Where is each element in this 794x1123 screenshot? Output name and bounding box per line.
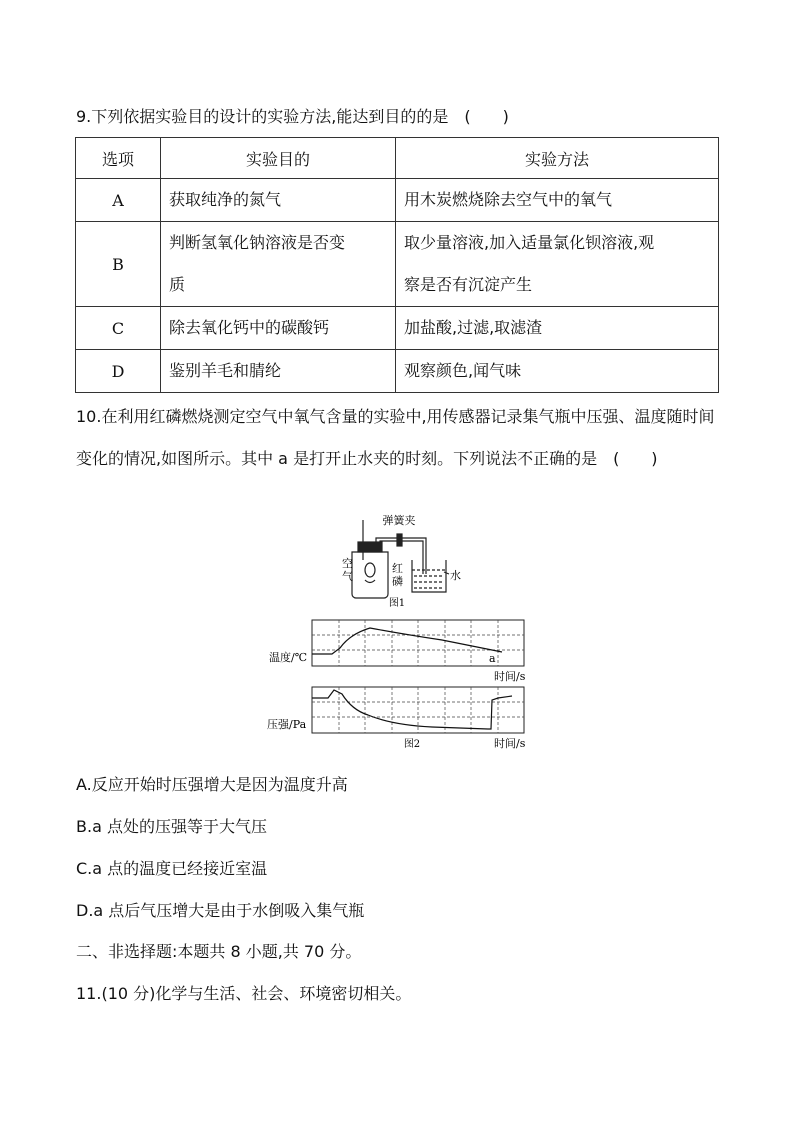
experiment-goal (161, 222, 396, 307)
pressure-chart (312, 687, 524, 733)
time-axis-label-1: 时间/s (494, 670, 526, 683)
table-row (76, 307, 719, 350)
option-label: D (76, 350, 161, 393)
spring-clamp (397, 534, 402, 546)
pressure-y-label: 压强/Pa (267, 718, 307, 731)
burning-phosphorus (365, 563, 375, 577)
table-header-row (76, 138, 719, 179)
figure-2-caption: 图2 (403, 739, 421, 750)
goal-line-2: 质 (169, 275, 186, 294)
phosphorus-label-2: 磷 (392, 575, 403, 588)
option-b: B.a 点处的压强等于大气压 (76, 817, 267, 836)
experiment-method: 加盐酸,过滤,取滤渣 (396, 307, 719, 350)
option-c: C.a 点的温度已经接近室温 (76, 859, 268, 878)
bottle-stopper (358, 542, 382, 552)
pressure-curve (312, 690, 512, 729)
header-goal: 实验目的 (161, 138, 396, 179)
header-option: 选项 (76, 138, 161, 179)
option-label: A (76, 179, 161, 222)
experiment-method (396, 222, 719, 307)
table-row (76, 179, 719, 222)
method-line-2: 察是否有沉淀产生 (404, 275, 533, 294)
clamp-label: 弹簧夹 (382, 514, 416, 527)
time-axis-label-2: 时间/s (494, 737, 526, 750)
experiment-figure (262, 510, 542, 760)
figure-1-caption: 图1 (388, 598, 406, 609)
goal-line-1: 判断氢氧化钠溶液是否变 (169, 233, 346, 252)
section-2-heading: 二、非选择题:本题共 8 小题,共 70 分。 (76, 942, 362, 961)
table-row (76, 222, 719, 307)
point-a-label: a (489, 652, 496, 665)
option-label: C (76, 307, 161, 350)
air-label-1: 空 (342, 557, 353, 570)
air-label-2: 气 (342, 570, 353, 583)
table-row (76, 350, 719, 393)
question-9-stem: 9.下列依据实验目的设计的实验方法,能达到目的的是 ( ) (76, 107, 509, 126)
experiment-goal: 鉴别羊毛和腈纶 (161, 350, 396, 393)
phosphorus-label-1: 红 (392, 562, 403, 575)
combustion-spoon (365, 580, 375, 583)
gas-bottle (352, 552, 388, 598)
question-10-stem: 10.在利用红磷燃烧测定空气中氧气含量的实验中,用传感器记录集气瓶中压强、温度随时间变化的情况,如图所示。其中 a 是打开止水夹的时刻。下列说法不正确的是 ( ) (76, 407, 715, 468)
method-line-1: 取少量溶液,加入适量氯化钡溶液,观 (404, 233, 655, 252)
option-a: A.反应开始时压强增大是因为温度升高 (76, 775, 348, 794)
question-11-stem: 11.(10 分)化学与生活、社会、环境密切相关。 (76, 984, 412, 1003)
experiment-method: 观察颜色,闻气味 (396, 350, 719, 393)
experiment-goal: 除去氧化钙中的碳酸钙 (161, 307, 396, 350)
option-label: B (76, 222, 161, 307)
experiment-goal: 获取纯净的氮气 (161, 179, 396, 222)
header-method: 实验方法 (396, 138, 719, 179)
experiment-method: 用木炭燃烧除去空气中的氧气 (396, 179, 719, 222)
temperature-y-label: 温度/℃ (269, 651, 308, 664)
options-table (75, 137, 719, 393)
water-label: 水 (450, 569, 461, 582)
option-d: D.a 点后气压增大是由于水倒吸入集气瓶 (76, 901, 365, 920)
